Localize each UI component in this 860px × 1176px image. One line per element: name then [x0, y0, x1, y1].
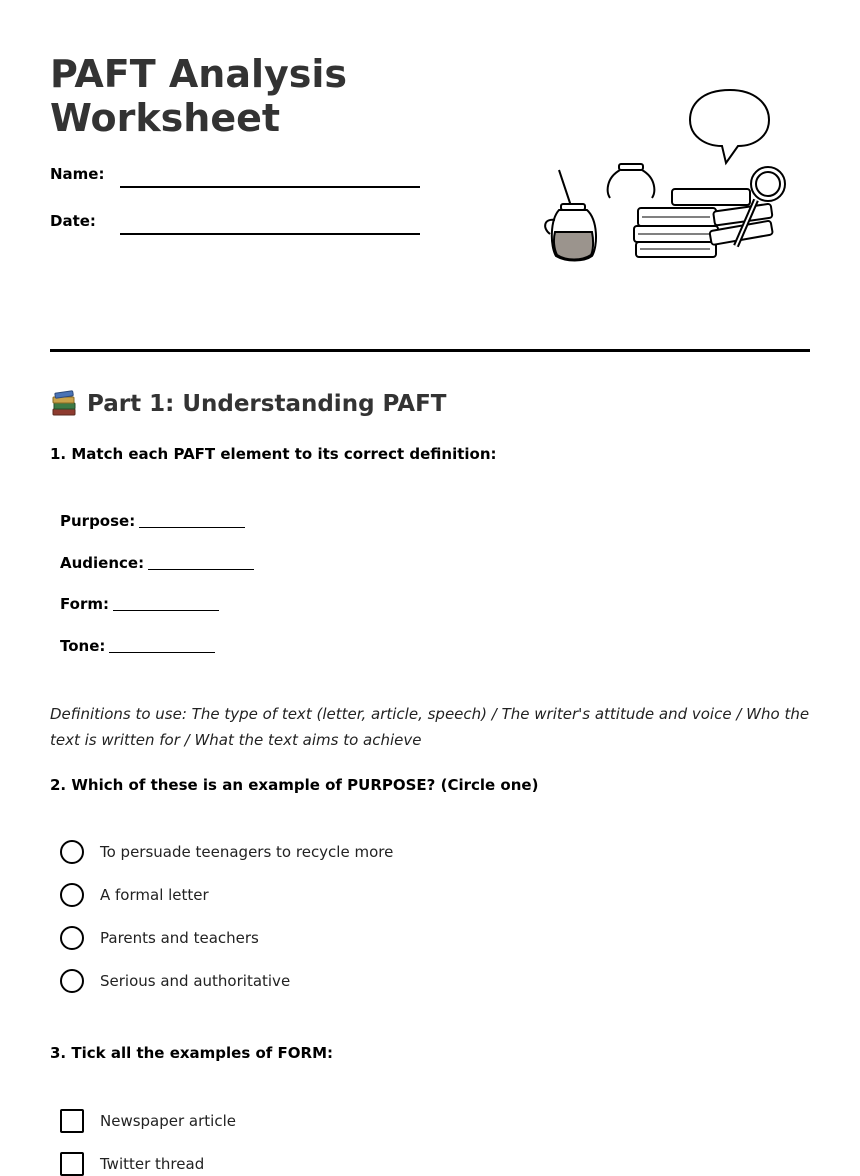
question-2-prompt: 2. Which of these is an example of PURPOSE? (Circle one) [50, 776, 539, 794]
match-label: Audience: [60, 554, 145, 572]
match-blank[interactable] [139, 513, 245, 528]
question-3-prompt: 3. Tick all the examples of FORM: [50, 1044, 334, 1062]
option-label: Newspaper article [100, 1112, 236, 1130]
speech-bubble-icon [690, 90, 769, 163]
radio-circle-icon[interactable] [60, 969, 84, 993]
writing-supplies-illustration [540, 86, 790, 266]
option-label: Parents and teachers [100, 929, 259, 947]
match-row-audience [60, 554, 254, 572]
q2-option[interactable] [60, 926, 259, 950]
books-icon [50, 390, 78, 418]
match-blank[interactable] [113, 596, 219, 611]
match-row-tone [60, 637, 215, 655]
name-field[interactable] [120, 186, 420, 188]
match-row-form [60, 595, 219, 613]
radio-circle-icon[interactable] [60, 883, 84, 907]
option-label: To persuade teenagers to recycle more [100, 843, 394, 861]
question-1-prompt: 1. Match each PAFT element to its correct definition: [50, 445, 497, 463]
checkbox-icon[interactable] [60, 1152, 84, 1176]
part-1-heading [50, 388, 447, 420]
q2-option[interactable] [60, 883, 209, 907]
match-row-purpose [60, 512, 245, 530]
checkbox-icon[interactable] [60, 1109, 84, 1133]
match-label: Purpose: [60, 512, 136, 530]
option-label: Serious and authoritative [100, 972, 291, 990]
radio-circle-icon[interactable] [60, 926, 84, 950]
ink-jar-icon [545, 170, 596, 261]
option-label: A formal letter [100, 886, 209, 904]
book-stack-icon [634, 189, 773, 257]
part-1-heading-text: Part 1: Understanding PAFT [87, 391, 447, 417]
worksheet-title [50, 52, 347, 140]
match-label: Form: [60, 595, 109, 613]
q3-option[interactable] [60, 1109, 236, 1133]
name-label: Name: [50, 165, 105, 183]
date-label: Date: [50, 212, 96, 230]
definitions-note: Definitions to use: The type of text (letter, article, speech) / The writer's attitude and voice / Who the text is written for / What the text aims to achieve [50, 705, 810, 749]
match-blank[interactable] [109, 638, 215, 653]
radio-circle-icon[interactable] [60, 840, 84, 864]
q3-option[interactable] [60, 1152, 204, 1176]
title-line-2: Worksheet [50, 96, 281, 140]
q2-option[interactable] [60, 840, 393, 864]
date-field[interactable] [120, 233, 420, 235]
option-label: Twitter thread [100, 1155, 205, 1173]
title-line-1: PAFT Analysis [50, 52, 348, 96]
vase-icon [608, 164, 655, 198]
q2-option[interactable] [60, 969, 290, 993]
match-blank[interactable] [148, 555, 254, 570]
section-divider [50, 349, 810, 352]
match-label: Tone: [60, 637, 106, 655]
